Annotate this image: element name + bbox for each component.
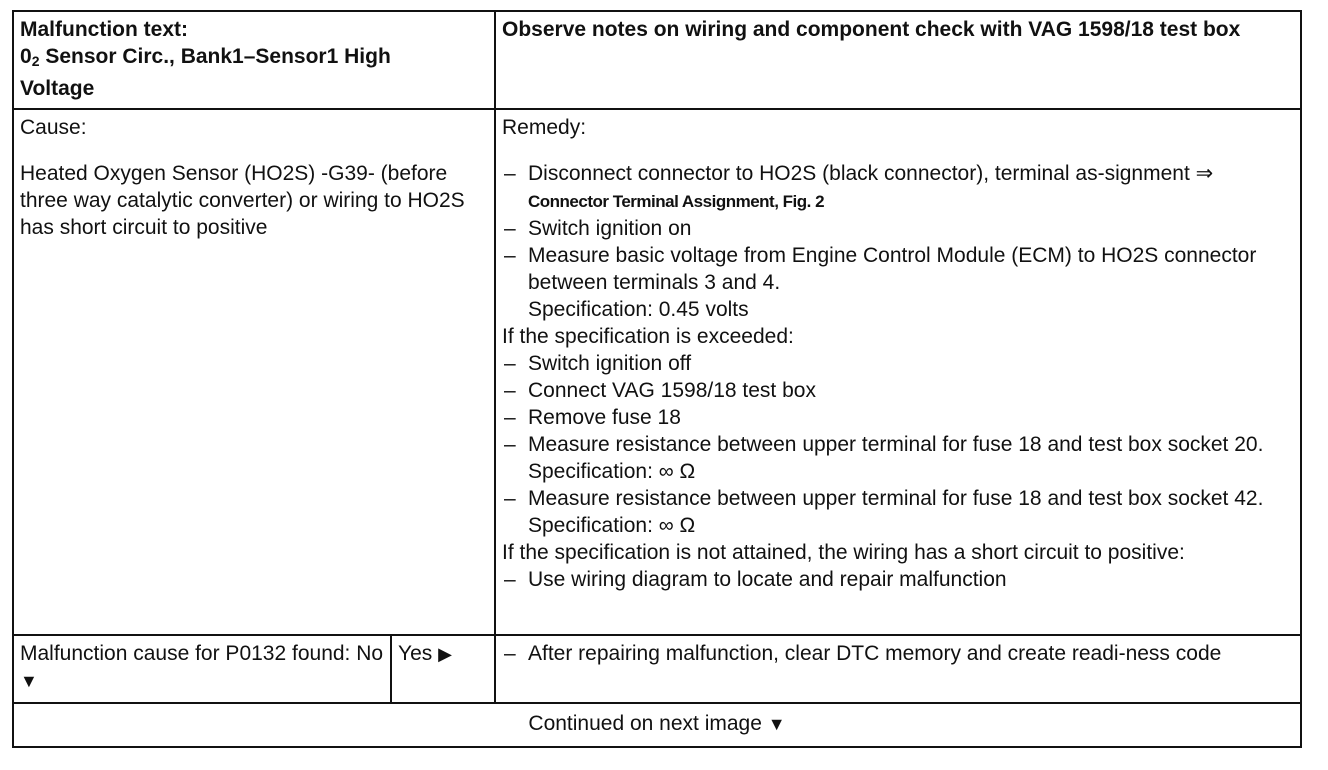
step-text: Measure basic voltage from Engine Control Module (ECM) to HO2S connector between terminals 3 and 4.	[528, 244, 1257, 294]
dash-icon: –	[504, 433, 516, 456]
o2-subscript: 2	[31, 53, 40, 69]
cause-cell	[13, 109, 495, 635]
remedy-step	[502, 215, 1294, 242]
notes-header-text: Observe notes on wiring and component check with VAG 1598/18 test box	[502, 18, 1241, 41]
remedy-step	[502, 431, 1294, 485]
connector-terminal-assignment-link[interactable]: Connector Terminal Assignment	[528, 192, 775, 211]
yes-label: Yes	[398, 642, 433, 665]
condition-text: If the specification is exceeded:	[502, 325, 794, 348]
step-text: Switch ignition off	[528, 352, 692, 375]
remedy-steps	[502, 160, 1294, 323]
remedy-cell	[495, 109, 1301, 635]
header-row	[13, 11, 1301, 109]
continued-text: Continued on next image	[528, 712, 762, 735]
cause-label: Cause:	[20, 116, 87, 139]
step-text: Use wiring diagram to locate and repair malfunction	[528, 568, 1007, 591]
dash-icon: –	[504, 642, 516, 665]
decision-question: Malfunction cause for P0132 found: No	[20, 642, 384, 665]
o2-prefix: 0	[20, 45, 32, 68]
remedy-step	[502, 485, 1294, 539]
remedy-step	[502, 350, 1294, 377]
malfunction-label: Malfunction text:	[20, 18, 188, 41]
yes-cell	[391, 635, 495, 703]
malfunction-title-text: Sensor Circ., Bank1–Sensor1 High	[39, 45, 391, 68]
dash-icon: –	[504, 379, 516, 402]
malfunction-title-cont: Voltage	[20, 77, 95, 100]
document-page	[12, 10, 1300, 748]
down-triangle-icon: ▼	[767, 714, 786, 734]
remedy-step	[502, 160, 1294, 215]
step-text: Disconnect connector to HO2S (black connector), terminal as-signment ⇒	[528, 162, 1214, 185]
condition-text: If the specification is not attained, the wiring has a short circuit to positive:	[502, 541, 1185, 564]
right-triangle-icon: ▶	[438, 644, 452, 664]
step-text-tail: , Fig. 2	[774, 192, 825, 211]
step-text: Measure resistance between upper terminal for fuse 18 and test box socket 42. Specification: ∞ Ω	[528, 487, 1264, 537]
remedy-steps	[502, 566, 1294, 593]
dash-icon: –	[504, 217, 516, 240]
footer-row	[13, 703, 1301, 747]
step-text: Switch ignition on	[528, 217, 692, 240]
remedy-label: Remedy:	[502, 116, 587, 139]
step-spec: Specification: 0.45 volts	[528, 298, 749, 321]
dash-icon: –	[504, 162, 516, 185]
yes-action-cell	[495, 635, 1301, 703]
remedy-step	[502, 242, 1294, 323]
down-triangle-icon: ▼	[20, 671, 38, 691]
remedy-step	[502, 566, 1294, 593]
yes-action-list	[502, 640, 1294, 667]
step-text: After repairing malfunction, clear DTC memory and create readi-ness code	[528, 642, 1222, 665]
step-text: Measure resistance between upper terminal for fuse 18 and test box socket 20. Specification: ∞ Ω	[528, 433, 1264, 483]
dash-icon: –	[504, 352, 516, 375]
dash-icon: –	[504, 487, 516, 510]
step-text: Remove fuse 18	[528, 406, 681, 429]
step-text: Connect VAG 1598/18 test box	[528, 379, 816, 402]
cause-text: Heated Oxygen Sensor (HO2S) -G39- (before three way catalytic converter) or wiring to HO2S has short circuit to positive	[20, 162, 465, 239]
dash-icon: –	[504, 244, 516, 267]
malfunction-text-cell	[13, 11, 495, 109]
malfunction-title	[20, 43, 488, 75]
remedy-step	[502, 404, 1294, 431]
dash-icon: –	[504, 568, 516, 591]
procedure-table	[12, 10, 1302, 748]
remedy-step	[502, 377, 1294, 404]
dash-icon: –	[504, 406, 516, 429]
decision-row	[13, 635, 1301, 703]
cause-remedy-row	[13, 109, 1301, 635]
decision-question-cell	[13, 635, 391, 703]
notes-header-cell	[495, 11, 1301, 109]
continued-cell	[13, 703, 1301, 747]
remedy-steps	[502, 350, 1294, 539]
yes-action-step	[502, 640, 1294, 667]
